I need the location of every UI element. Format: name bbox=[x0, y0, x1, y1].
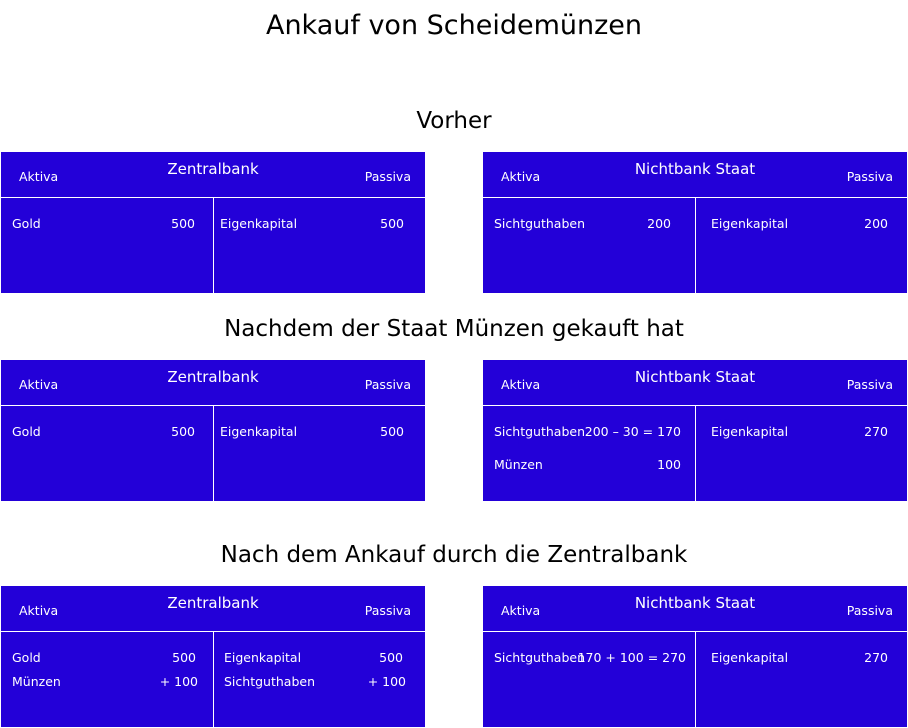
passiva-item-value: + 100 bbox=[367, 674, 406, 689]
aktiva-item-label: Gold bbox=[12, 650, 41, 665]
passiva-label: Passiva bbox=[364, 169, 411, 184]
passiva-item-label: Eigenkapital bbox=[224, 650, 302, 665]
account-divider bbox=[695, 406, 696, 501]
passiva-item-label: Eigenkapital bbox=[711, 424, 789, 439]
aktiva-item-label: Gold bbox=[12, 424, 41, 439]
account-name: Nichtbank Staat bbox=[634, 594, 756, 612]
account-header bbox=[483, 152, 907, 198]
account-header bbox=[483, 586, 907, 632]
passiva-item-value: 270 bbox=[864, 424, 888, 439]
account-name: Zentralbank bbox=[167, 368, 259, 386]
account-staat-vorher bbox=[483, 152, 907, 293]
passiva-label: Passiva bbox=[846, 377, 893, 392]
aktiva-item-label: Sichtguthaben bbox=[494, 216, 585, 231]
account-divider bbox=[213, 406, 214, 501]
aktiva-item-label: Sichtguthaben bbox=[494, 650, 585, 665]
aktiva-item-value: 170 + 100 = 270 bbox=[577, 650, 686, 665]
aktiva-item-label: Münzen bbox=[494, 457, 543, 472]
aktiva-label: Aktiva bbox=[19, 603, 59, 618]
passiva-item-value: 200 bbox=[864, 216, 888, 231]
account-divider bbox=[213, 632, 214, 727]
account-divider bbox=[695, 632, 696, 727]
account-divider bbox=[695, 198, 696, 293]
account-name: Nichtbank Staat bbox=[634, 160, 756, 178]
aktiva-item-value: 100 bbox=[657, 457, 681, 472]
passiva-item-label: Eigenkapital bbox=[711, 216, 789, 231]
aktiva-item-value: 200 bbox=[647, 216, 671, 231]
aktiva-label: Aktiva bbox=[501, 603, 541, 618]
aktiva-item-value: 500 bbox=[171, 424, 195, 439]
account-divider bbox=[213, 198, 214, 293]
account-header bbox=[1, 360, 425, 406]
section-heading-nach-ankauf: Nach dem Ankauf durch die Zentralbank bbox=[220, 542, 688, 568]
passiva-item-label: Eigenkapital bbox=[220, 424, 298, 439]
account-staat-nach-kauf bbox=[483, 360, 907, 501]
passiva-item-label: Eigenkapital bbox=[711, 650, 789, 665]
aktiva-label: Aktiva bbox=[501, 377, 541, 392]
account-name: Zentralbank bbox=[167, 594, 259, 612]
passiva-label: Passiva bbox=[364, 603, 411, 618]
aktiva-label: Aktiva bbox=[19, 169, 59, 184]
aktiva-item-value: 500 bbox=[171, 216, 195, 231]
passiva-item-label: Sichtguthaben bbox=[224, 674, 315, 689]
passiva-label: Passiva bbox=[846, 169, 893, 184]
passiva-label: Passiva bbox=[364, 377, 411, 392]
account-name: Zentralbank bbox=[167, 160, 259, 178]
account-zentralbank-nach-kauf bbox=[1, 360, 425, 501]
passiva-item-value: 500 bbox=[379, 650, 403, 665]
account-header bbox=[1, 586, 425, 632]
aktiva-label: Aktiva bbox=[19, 377, 59, 392]
account-zentralbank-nach-ankauf bbox=[1, 586, 425, 727]
aktiva-item-value: + 100 bbox=[159, 674, 198, 689]
passiva-item-value: 270 bbox=[864, 650, 888, 665]
aktiva-item-label: Gold bbox=[12, 216, 41, 231]
page-title: Ankauf von Scheidemünzen bbox=[265, 10, 643, 41]
passiva-item-value: 500 bbox=[380, 424, 404, 439]
aktiva-item-label: Münzen bbox=[12, 674, 61, 689]
aktiva-item-value: 500 bbox=[172, 650, 196, 665]
passiva-label: Passiva bbox=[846, 603, 893, 618]
account-header bbox=[1, 152, 425, 198]
passiva-item-label: Eigenkapital bbox=[220, 216, 298, 231]
account-header bbox=[483, 360, 907, 406]
aktiva-item-label: Sichtguthaben bbox=[494, 424, 585, 439]
section-heading-vorher: Vorher bbox=[416, 108, 492, 134]
account-staat-nach-ankauf bbox=[483, 586, 907, 727]
aktiva-label: Aktiva bbox=[501, 169, 541, 184]
account-name: Nichtbank Staat bbox=[634, 368, 756, 386]
aktiva-item-value: 200 – 30 = 170 bbox=[584, 424, 681, 439]
passiva-item-value: 500 bbox=[380, 216, 404, 231]
section-heading-nach-kauf: Nachdem der Staat Münzen gekauft hat bbox=[224, 316, 684, 342]
account-zentralbank-vorher bbox=[1, 152, 425, 293]
